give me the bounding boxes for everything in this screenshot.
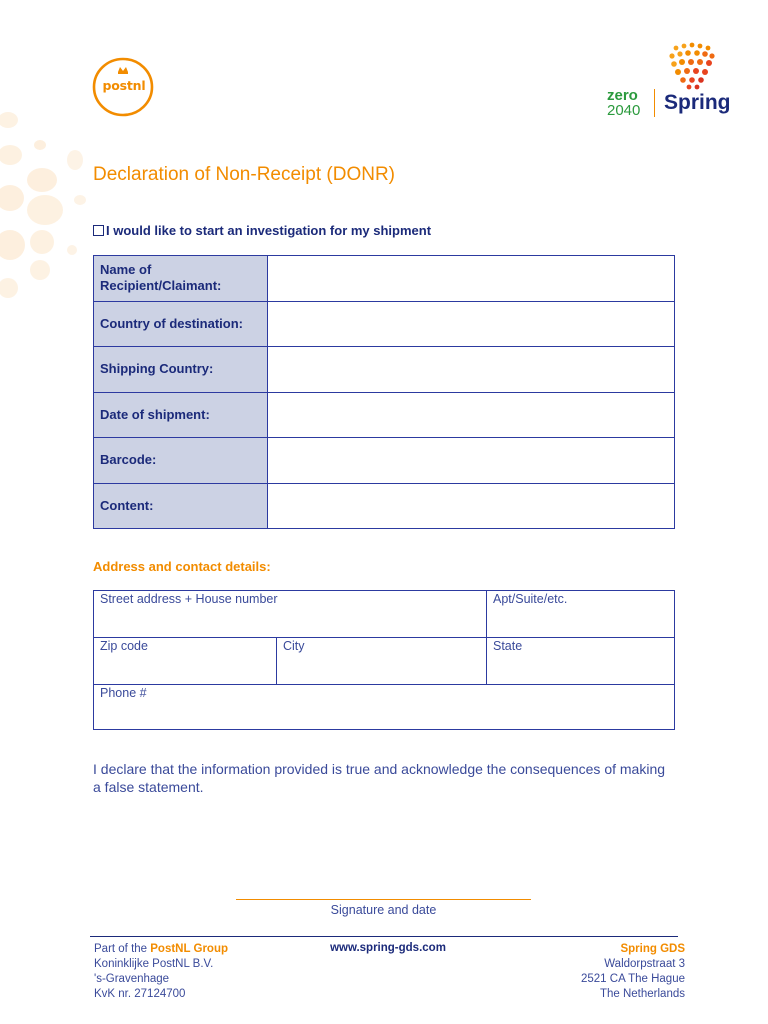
zip-code-field[interactable] <box>94 638 276 684</box>
phone-label: Phone # <box>100 686 147 700</box>
spring-logo-text: Spring <box>664 91 731 114</box>
footer-postal-city: 2521 CA The Hague <box>580 973 685 985</box>
footer-left <box>94 942 228 1002</box>
spring-logo-dots <box>668 42 718 90</box>
zip-code-label: Zip code <box>100 639 148 653</box>
content-field[interactable] <box>268 483 675 529</box>
footer-country: The Netherlands <box>599 988 685 1000</box>
state-label: State <box>493 639 523 653</box>
shipment-date-field[interactable] <box>268 392 675 438</box>
zero-2040-logo-text: zero <box>607 87 638 104</box>
footer-spring-name: Spring GDS <box>620 943 685 955</box>
footer-right <box>581 942 685 1002</box>
table-row <box>94 301 675 347</box>
footer-group-name: PostNL Group <box>150 943 228 955</box>
claim-details-table <box>93 255 675 529</box>
footer-divider <box>90 936 678 937</box>
footer-part-of-prefix: Part of the <box>94 943 151 955</box>
postnl-logo-text: postnl <box>102 78 146 93</box>
footer-city: 's-Gravenhage <box>94 973 170 985</box>
shipping-country-field[interactable] <box>268 347 675 393</box>
destination-country-field[interactable] <box>268 301 675 347</box>
address-form <box>93 590 675 730</box>
footer-part-of <box>94 942 228 957</box>
footer-company: Koninklijke PostNL B.V. <box>94 958 214 970</box>
content-label: Content: <box>94 483 268 529</box>
destination-country-label: Country of destination: <box>94 301 268 347</box>
state-field[interactable] <box>487 638 674 684</box>
footer-kvk: KvK nr. 27124700 <box>94 988 186 1000</box>
barcode-label: Barcode: <box>94 438 268 484</box>
table-row <box>94 392 675 438</box>
signature-line[interactable] <box>236 899 531 900</box>
shipment-date-label: Date of shipment: <box>94 392 268 438</box>
table-row <box>94 483 675 529</box>
decorative-dots <box>0 110 90 310</box>
street-address-label: Street address + House number <box>100 592 278 606</box>
signature-label: Signature and date <box>330 903 437 917</box>
investigation-checkbox[interactable] <box>93 225 104 236</box>
barcode-field[interactable] <box>268 438 675 484</box>
logo-divider <box>654 89 655 117</box>
investigation-checkbox-label: I would like to start an investigation for my shipment <box>106 223 432 238</box>
investigation-checkbox-row <box>93 223 431 238</box>
zero-2040-logo-year: 2040 <box>607 102 641 119</box>
apt-suite-label: Apt/Suite/etc. <box>493 592 568 606</box>
recipient-name-field[interactable] <box>268 256 675 302</box>
declaration-statement: I declare that the information provided is true and acknowledge the consequences of making a false statement. <box>93 761 666 795</box>
recipient-name-label: Name of Recipient/Claimant: <box>94 256 268 302</box>
table-row <box>94 256 675 302</box>
table-row <box>94 438 675 484</box>
phone-field[interactable] <box>94 685 674 729</box>
city-label: City <box>283 639 305 653</box>
shipping-country-label: Shipping Country: <box>94 347 268 393</box>
street-address-field[interactable] <box>94 591 486 637</box>
apt-suite-field[interactable] <box>487 591 674 637</box>
table-row <box>94 347 675 393</box>
footer-street: Waldorpstraat 3 <box>604 958 685 970</box>
footer-website-link[interactable]: www.spring-gds.com <box>330 942 446 954</box>
city-field[interactable] <box>277 638 486 684</box>
page-title: Declaration of Non-Receipt (DONR) <box>93 164 395 185</box>
address-section-heading: Address and contact details: <box>93 559 271 574</box>
